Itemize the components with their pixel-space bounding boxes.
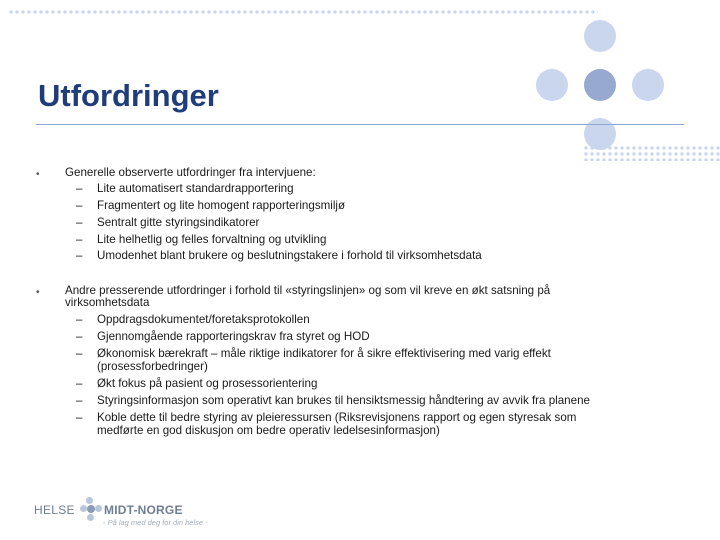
section2-item: Koble dette til bedre styring av pleieressursen (Riksrevisjonens rapport og egen styresak som [97,411,577,424]
slide-title: Utfordringer [38,78,219,113]
section2-heading-line1: Andre presserende utfordringer i forhold til «styringslinjen» og som vil kreve en økt satsning på [65,284,551,297]
section1-item: Lite helhetlig og felles forvaltning og utvikling [97,233,327,246]
bullet-marker: • [36,287,40,298]
bullet-marker: • [36,169,40,180]
dash-marker: – [76,182,83,195]
logo-word-helse: HELSE [34,503,75,517]
section2-item: Styringsinformasjon som operativt kan brukes til hensiktsmessig håndtering av avvik fra planene [97,394,590,407]
section2-item: Økonomisk bærekraft – måle riktige indikatorer for å sikre effektivisering med varig effekt [97,347,551,360]
section1-heading: Generelle observerte utfordringer fra intervjuene: [65,166,316,179]
section2-item-continuation: medførte en god diskusjon om bedre operativ ledelsesinformasjon) [97,424,440,437]
section2-heading-line2: virksomhetsdata [65,296,150,309]
section1-item: Sentralt gitte styringsindikatorer [97,216,260,229]
section2-item-continuation: (prosessforbedringer) [97,360,208,373]
section2-item: Oppdragsdokumentet/foretaksprotokollen [97,313,310,326]
section2-item: Økt fokus på pasient og prosessorientering [97,377,318,390]
dash-marker: – [76,394,83,407]
dash-marker: – [76,347,83,360]
logo-word-midt-norge: MIDT-NORGE [104,503,183,517]
section1-item: Lite automatisert standardrapportering [97,182,294,195]
dash-marker: – [76,411,83,424]
logo-tagline: - På lag med deg for din helse - [103,518,208,527]
section1-item: Fragmentert og lite homogent rapporteringsmiljø [97,199,346,212]
dash-marker: – [76,249,83,262]
dash-marker: – [76,313,83,326]
section2-item: Gjennomgående rapporteringskrav fra styret og HOD [97,330,370,343]
section1-item: Umodenhet blant brukere og beslutningstakere i forhold til virksomhetsdata [97,249,482,262]
dash-marker: – [76,330,83,343]
dash-marker: – [76,233,83,246]
dash-marker: – [76,216,83,229]
dash-marker: – [76,199,83,212]
dash-marker: – [76,377,83,390]
